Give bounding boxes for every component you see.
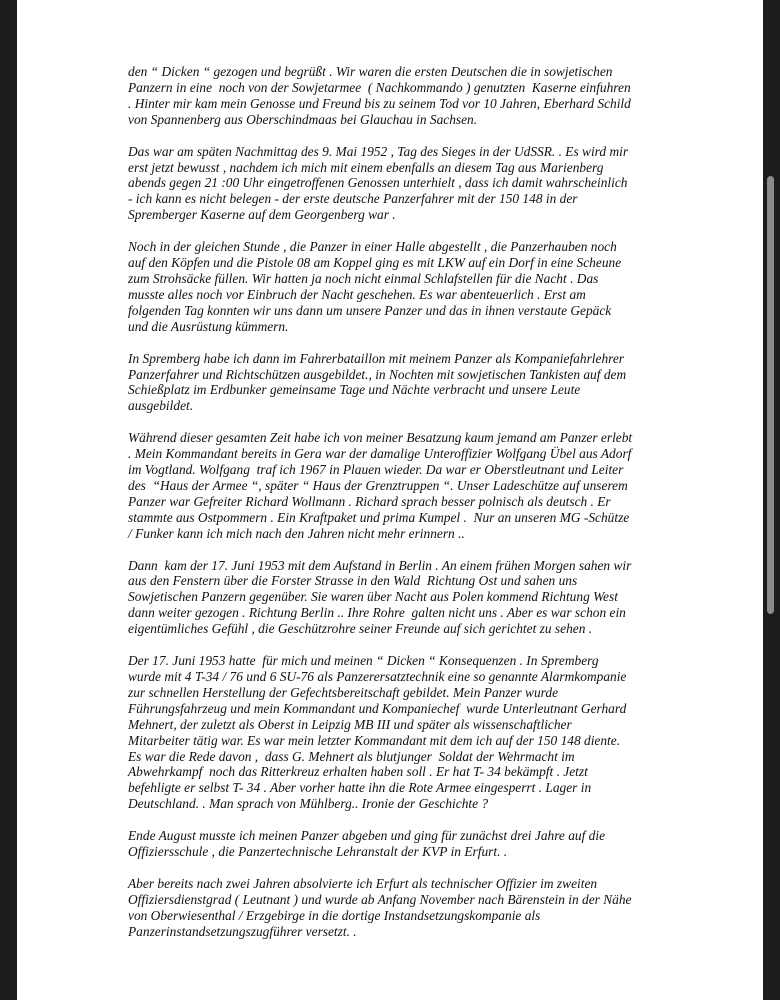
paragraph-5: [128, 430, 668, 541]
text-line: Abwehrkampf noch das Ritterkreuz erhalten haben soll . Er hat T- 34 bekämpft . Jetzt: [128, 764, 588, 780]
text-line: Offiziersdienstgrad ( Leutnant ) und wurde ab Anfang November nach Bärenstein in der Nähe: [128, 891, 632, 907]
text-line: musste alles noch vor Einbruch der Nacht geschehen. Es war abenteuerlich . Erst am: [128, 286, 586, 302]
text-line: Führungsfahrzeug und mein Kommandant und Kompaniechef wurde Unterleutnant Gerhard: [128, 700, 627, 716]
text-line: Während dieser gesamten Zeit habe ich von meiner Besatzung kaum jemand am Panzer erlebt: [128, 430, 633, 446]
text-line: den “ Dicken “ gezogen und begrüßt . Wir waren die ersten Deutschen die in sowjetischen: [128, 64, 613, 79]
text-line: zur schnellen Herstellung der Gefechtsbereitschaft gebildet. Mein Panzer wurde: [128, 684, 559, 700]
text-line: aus den Fenstern über die Forster Strasse in den Wald Richtung Ost und sahen uns: [128, 573, 578, 589]
text-line: Aber bereits nach zwei Jahren absolvierte ich Erfurt als technischer Offizier im zweiten: [128, 875, 598, 891]
text-line: dann weiter gezogen . Richtung Berlin .. Ihre Rohre galten nicht uns . Aber es war schon ein: [128, 605, 626, 621]
text-line: zum Strohsäcke füllen. Wir hatten ja noch nicht einmal Schlafstellen für die Nacht . Das: [128, 270, 599, 286]
paragraph-3: [128, 239, 668, 334]
text-line: Ende August musste ich meinen Panzer abgeben und ging für zunächst drei Jahre auf die: [128, 828, 606, 844]
paragraph-9: [128, 876, 668, 940]
paragraph-2: [128, 144, 668, 224]
text-line: von Oberwiesenthal / Erzgebirge in die dortige Instandsetzungskompanie als: [128, 907, 541, 923]
scrollbar-thumb[interactable]: [767, 176, 774, 614]
text-line: folgenden Tag konnten wir uns dann um unsere Panzer und das in ihnen verstaute Gepäck: [128, 302, 612, 318]
text-line: Mitarbeiter tätig war. Es war mein letzter Kommandant mit dem ich auf der 150 148 diente.: [128, 732, 621, 748]
paragraph-6: [128, 558, 668, 638]
text-line: ausgebildet.: [128, 398, 194, 414]
text-line: Der 17. Juni 1953 hatte für mich und meinen “ Dicken “ Konsequenzen . In Spremberg: [128, 653, 599, 669]
text-line: des “Haus der Armee “, später “ Haus der Grenztruppen “. Unser Ladeschütze auf unserem: [128, 477, 628, 493]
text-line: im Vogtland. Wolfgang traf ich 1967 in Plauen wieder. Da war er Oberstleutnant und Leiter: [128, 462, 624, 478]
text-line: Dann kam der 17. Juni 1953 mit dem Aufstand in Berlin . An einem frühen Morgen sahen wir: [128, 557, 632, 573]
text-line: und die Ausrüstung kümmern.: [128, 318, 289, 334]
text-line: erst jetzt bewusst , nachdem ich mich mit einem ebenfalls an diesem Tag aus Marienberg: [128, 159, 604, 175]
text-line: Es war die Rede davon , dass G. Mehnert als blutjunger Soldat der Wehrmacht im: [128, 748, 575, 764]
text-line: Panzerfahrer und Richtschützen ausgebildet., in Nochten mit sowjetischen Tankisten auf dem: [128, 366, 627, 382]
paragraph-7: [128, 653, 668, 812]
text-line: stammte aus Ostpommern . Ein Kraftpaket und prima Kumpel . Nur an unseren MG -Schütze: [128, 509, 630, 525]
text-line: Offiziersschule , die Panzertechnische Lehranstalt der KVP in Erfurt. .: [128, 844, 508, 860]
paragraph-8: [128, 828, 668, 860]
text-line: / Funker kann ich mich nach den Jahren nicht mehr erinnern ..: [128, 525, 465, 541]
text-line: - ich kann es nicht belegen - der erste deutsche Panzerfahrer mit der 150 148 in der: [128, 191, 578, 207]
text-line: In Spremberg habe ich dann im Fahrerbataillon mit meinem Panzer als Kompaniefahrlehrer: [128, 350, 625, 366]
text-column: [128, 64, 668, 956]
text-line: eigentümliches Gefühl , die Geschützrohre seiner Freunde auf sich gerichtet zu sehen .: [128, 621, 593, 637]
text-line: abends gegen 21 :00 Uhr eingetroffenen Genossen unterhielt , dass ich damit wahrscheinlich: [128, 175, 628, 191]
text-line: von Spannenberg aus Oberschindmaas bei Glauchau in Sachsen.: [128, 111, 478, 127]
text-line: Spremberger Kaserne auf dem Georgenberg war .: [128, 207, 396, 223]
text-line: Sowjetischen Panzern gegenüber. Sie waren über Nacht aus Polen kommend Richtung West: [128, 589, 618, 605]
text-line: Panzerinstandsetzungszugführer versetzt. .: [128, 923, 357, 939]
paragraph-1: [128, 64, 668, 128]
paragraph-4: [128, 351, 668, 415]
text-line: Das war am späten Nachmittag des 9. Mai 1952 , Tag des Sieges in der UdSSR. . Es wird mir: [128, 143, 629, 159]
vertical-scrollbar[interactable]: [763, 0, 780, 1000]
text-line: Deutschland. . Man sprach von Mühlberg.. Ironie der Geschichte ?: [128, 796, 489, 812]
document-page: [17, 0, 763, 1000]
text-line: Panzern in eine noch von der Sowjetarmee ( Nachkommando ) genutzten Kaserne einfuhren: [128, 79, 631, 95]
text-line: Schießplatz im Erdbunker gemeinsame Tage und Nächte verbracht und unsere Leute: [128, 382, 581, 398]
text-line: auf den Köpfen und die Pistole 08 am Koppel ging es mit LKW auf ein Dorf in eine Scheune: [128, 255, 622, 271]
text-line: Panzer war Gefreiter Richard Wollmann . Richard sprach besser polnisch als deutsch . Er: [128, 493, 611, 509]
text-line: Noch in der gleichen Stunde , die Panzer in einer Halle abgestellt , die Panzerhauben noch: [128, 239, 617, 255]
text-line: befehligte er selbst T- 34 . Aber vorher hatte ihn die Rote Armee eingesperrt . Lager in: [128, 780, 592, 796]
text-line: wurde mit 4 T-34 / 76 und 6 SU-76 als Panzerersatztechnik eine so genannte Alarmkompanie: [128, 669, 627, 684]
text-line: . Mein Kommandant bereits in Gera war der damalige Unteroffizier Wolfgang Übel aus Adorf: [128, 446, 632, 462]
text-line: . Hinter mir kam mein Genosse und Freund bis zu seinem Tod vor 10 Jahren, Eberhard Schild: [128, 95, 631, 111]
text-line: Mehnert, der zuletzt als Oberst in Leipzig MB III und später als wissenschaftlicher: [128, 716, 572, 732]
